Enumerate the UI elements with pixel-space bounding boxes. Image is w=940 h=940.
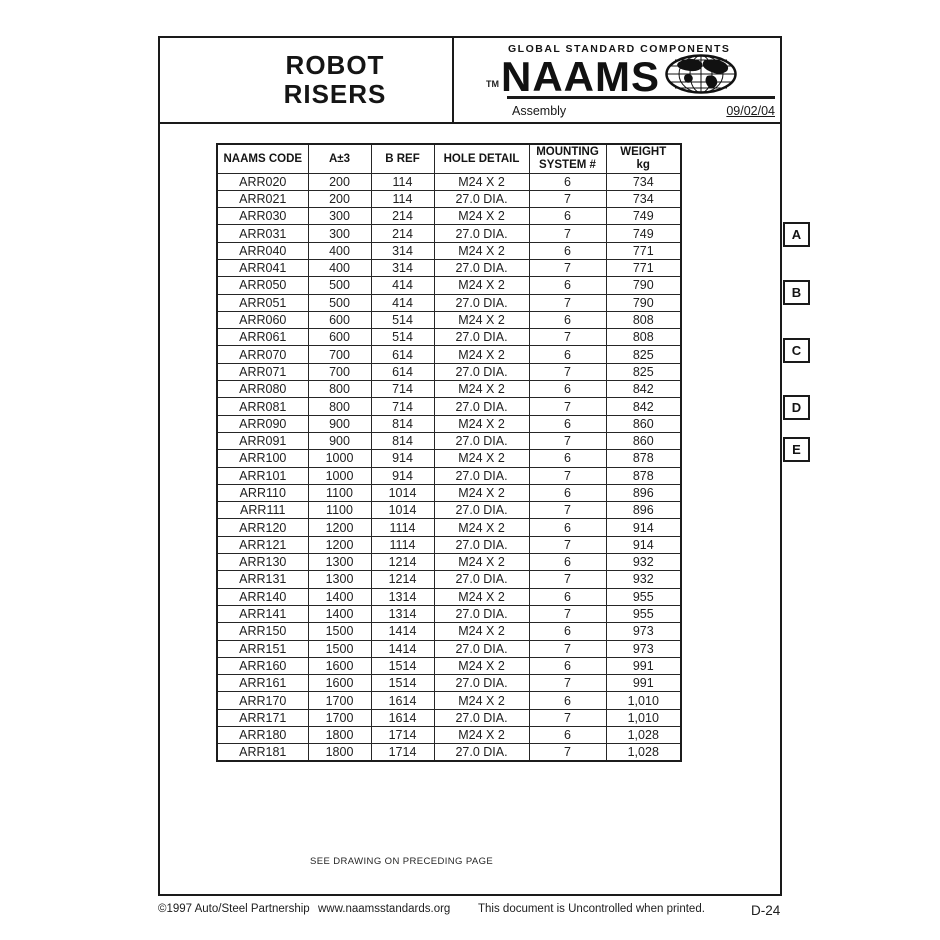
table-cell: 1500 (308, 623, 371, 640)
table-cell: M24 X 2 (434, 173, 529, 190)
table-cell: 1200 (308, 536, 371, 553)
table-cell: ARR130 (217, 554, 308, 571)
table-cell: 7 (529, 432, 606, 449)
table-cell: 790 (606, 277, 681, 294)
table-cell: 878 (606, 450, 681, 467)
table-cell: ARR030 (217, 208, 308, 225)
table-cell: ARR120 (217, 519, 308, 536)
table-cell: 1314 (371, 588, 434, 605)
table-cell: 200 (308, 190, 371, 207)
table-cell: M24 X 2 (434, 450, 529, 467)
table-cell: M24 X 2 (434, 623, 529, 640)
table-cell: 114 (371, 190, 434, 207)
table-cell: 27.0 DIA. (434, 432, 529, 449)
column-header: A±3 (308, 144, 371, 173)
table-cell: 1100 (308, 484, 371, 501)
table-cell: 7 (529, 571, 606, 588)
table-cell: 900 (308, 432, 371, 449)
table-cell: M24 X 2 (434, 311, 529, 328)
table-cell: 991 (606, 657, 681, 674)
table-cell: 6 (529, 484, 606, 501)
table-cell: ARR061 (217, 329, 308, 346)
table-cell: 27.0 DIA. (434, 190, 529, 207)
table-cell: M24 X 2 (434, 415, 529, 432)
table-cell: ARR070 (217, 346, 308, 363)
table-cell: 214 (371, 225, 434, 242)
table-row (217, 536, 681, 553)
table-cell: M24 X 2 (434, 381, 529, 398)
table-cell: ARR160 (217, 657, 308, 674)
table-cell: 790 (606, 294, 681, 311)
table-cell: 27.0 DIA. (434, 225, 529, 242)
table-cell: ARR081 (217, 398, 308, 415)
table-cell: M24 X 2 (434, 346, 529, 363)
table-cell: 1600 (308, 675, 371, 692)
table-cell: ARR180 (217, 727, 308, 744)
table-cell: M24 X 2 (434, 657, 529, 674)
table-cell: 700 (308, 346, 371, 363)
table-cell: 27.0 DIA. (434, 709, 529, 726)
table-row (217, 502, 681, 519)
table-cell: 1514 (371, 657, 434, 674)
table-cell: 600 (308, 329, 371, 346)
table-row (217, 657, 681, 674)
table-cell: 808 (606, 311, 681, 328)
table-cell: 500 (308, 294, 371, 311)
table-row (217, 640, 681, 657)
globe-icon (665, 54, 737, 94)
uncontrolled-notice: This document is Uncontrolled when printed. (478, 903, 705, 915)
table-cell: 1414 (371, 640, 434, 657)
table-cell: ARR121 (217, 536, 308, 553)
table-cell: 991 (606, 675, 681, 692)
table-cell: 1,028 (606, 727, 681, 744)
table-cell: 1800 (308, 744, 371, 762)
table-cell: 1614 (371, 709, 434, 726)
table-row (217, 259, 681, 276)
table-row (217, 588, 681, 605)
table-cell: 614 (371, 346, 434, 363)
table-cell: 800 (308, 398, 371, 415)
table-row (217, 277, 681, 294)
table-cell: 1000 (308, 450, 371, 467)
table-cell: 914 (371, 450, 434, 467)
table-cell: 1314 (371, 605, 434, 622)
column-header: B REF (371, 144, 434, 173)
table-row (217, 415, 681, 432)
table-cell: 955 (606, 605, 681, 622)
table-cell: 825 (606, 346, 681, 363)
table-cell: ARR140 (217, 588, 308, 605)
table-cell: 7 (529, 467, 606, 484)
zone-label-d: D (783, 395, 810, 420)
zone-label-b: B (783, 280, 810, 305)
table-row (217, 467, 681, 484)
table-cell: M24 X 2 (434, 554, 529, 571)
table-cell: 1714 (371, 744, 434, 762)
table-row (217, 311, 681, 328)
table-cell: 7 (529, 744, 606, 762)
table-cell: 749 (606, 225, 681, 242)
table-cell: 400 (308, 259, 371, 276)
table-cell: 7 (529, 605, 606, 622)
table-cell: 614 (371, 363, 434, 380)
table-cell: ARR110 (217, 484, 308, 501)
table-cell: M24 X 2 (434, 208, 529, 225)
table-row (217, 727, 681, 744)
copyright-text: ©1997 Auto/Steel Partnership (158, 903, 310, 915)
table-cell: 27.0 DIA. (434, 571, 529, 588)
table-cell: 1300 (308, 554, 371, 571)
table-cell: ARR060 (217, 311, 308, 328)
table-cell: 955 (606, 588, 681, 605)
table-cell: ARR100 (217, 450, 308, 467)
table-cell: 7 (529, 502, 606, 519)
table-cell: 800 (308, 381, 371, 398)
table-row (217, 173, 681, 190)
table-cell: 860 (606, 432, 681, 449)
table-cell: 7 (529, 225, 606, 242)
title-block (160, 38, 780, 124)
table-cell: 6 (529, 311, 606, 328)
website-url: www.naamsstandards.org (318, 903, 451, 915)
table-row (217, 294, 681, 311)
table-cell: 514 (371, 329, 434, 346)
table-cell: 27.0 DIA. (434, 744, 529, 762)
table-cell: 7 (529, 294, 606, 311)
table-cell: 825 (606, 363, 681, 380)
table-cell: ARR171 (217, 709, 308, 726)
table-cell: 6 (529, 346, 606, 363)
table-cell: 771 (606, 242, 681, 259)
table-cell: 896 (606, 484, 681, 501)
table-row (217, 363, 681, 380)
table-cell: 27.0 DIA. (434, 259, 529, 276)
table-cell: 7 (529, 398, 606, 415)
table-cell: 1700 (308, 692, 371, 709)
table-cell: 932 (606, 571, 681, 588)
table-cell: ARR111 (217, 502, 308, 519)
table-cell: ARR161 (217, 675, 308, 692)
table-cell: 6 (529, 623, 606, 640)
table-cell: 7 (529, 709, 606, 726)
table-row (217, 208, 681, 225)
table-cell: 6 (529, 242, 606, 259)
table-cell: M24 X 2 (434, 692, 529, 709)
table-cell: 400 (308, 242, 371, 259)
table-cell: 314 (371, 259, 434, 276)
zone-label-a: A (783, 222, 810, 247)
table-cell: ARR131 (217, 571, 308, 588)
table-cell: ARR021 (217, 190, 308, 207)
table-cell: 1200 (308, 519, 371, 536)
column-header: NAAMS CODE (217, 144, 308, 173)
table-cell: 27.0 DIA. (434, 294, 529, 311)
table-row (217, 709, 681, 726)
zone-label-e: E (783, 437, 810, 462)
table-cell: 714 (371, 381, 434, 398)
table-row (217, 675, 681, 692)
table-cell: 1400 (308, 605, 371, 622)
page-title (284, 51, 387, 109)
table-cell: 6 (529, 692, 606, 709)
table-cell: 6 (529, 450, 606, 467)
table-cell: 27.0 DIA. (434, 605, 529, 622)
table-cell: 500 (308, 277, 371, 294)
table-cell: 6 (529, 554, 606, 571)
table-cell: 6 (529, 519, 606, 536)
table-cell: 414 (371, 277, 434, 294)
table-cell: 1114 (371, 536, 434, 553)
table-cell: 1800 (308, 727, 371, 744)
table-cell: ARR051 (217, 294, 308, 311)
table-row (217, 381, 681, 398)
table-cell: 1214 (371, 554, 434, 571)
document-sheet (158, 36, 782, 896)
table-cell: 1014 (371, 484, 434, 501)
table-cell: ARR071 (217, 363, 308, 380)
table-cell: 771 (606, 259, 681, 276)
table-cell: ARR090 (217, 415, 308, 432)
table-cell: M24 X 2 (434, 242, 529, 259)
table-cell: 300 (308, 208, 371, 225)
table-cell: 842 (606, 381, 681, 398)
page-number: D-24 (751, 903, 781, 918)
table-cell: 6 (529, 415, 606, 432)
table-cell: 27.0 DIA. (434, 329, 529, 346)
page-title-line2: RISERS (283, 79, 387, 109)
table-cell: 314 (371, 242, 434, 259)
table-row (217, 744, 681, 762)
table-row (217, 484, 681, 501)
table-cell: 27.0 DIA. (434, 640, 529, 657)
table-row (217, 605, 681, 622)
table-cell: 7 (529, 363, 606, 380)
table-row (217, 398, 681, 415)
brand-name: NAAMS (501, 52, 660, 100)
table-cell: ARR141 (217, 605, 308, 622)
table-cell: M24 X 2 (434, 727, 529, 744)
table-row (217, 432, 681, 449)
table-cell: 1500 (308, 640, 371, 657)
table-cell: 1014 (371, 502, 434, 519)
table-cell: 7 (529, 190, 606, 207)
table-cell: 878 (606, 467, 681, 484)
page-title-line1: ROBOT (285, 50, 385, 80)
table-cell: ARR150 (217, 623, 308, 640)
table-cell: M24 X 2 (434, 588, 529, 605)
table-cell: 6 (529, 588, 606, 605)
table-row (217, 554, 681, 571)
table-body (217, 173, 681, 761)
table-row (217, 190, 681, 207)
table-row (217, 571, 681, 588)
table-cell: 7 (529, 640, 606, 657)
table-cell: 27.0 DIA. (434, 536, 529, 553)
table-row (217, 242, 681, 259)
table-cell: 214 (371, 208, 434, 225)
table-cell: ARR040 (217, 242, 308, 259)
table-cell: 114 (371, 173, 434, 190)
table-cell: 6 (529, 277, 606, 294)
table-cell: 27.0 DIA. (434, 675, 529, 692)
table-cell: 1,010 (606, 692, 681, 709)
table-cell: 300 (308, 225, 371, 242)
table-cell: 514 (371, 311, 434, 328)
subheader-row (512, 104, 775, 118)
table-cell: 27.0 DIA. (434, 363, 529, 380)
table-cell: 973 (606, 640, 681, 657)
naams-logo-block (452, 38, 780, 122)
table-cell: ARR020 (217, 173, 308, 190)
table-cell: 1414 (371, 623, 434, 640)
table-cell: 1514 (371, 675, 434, 692)
table-cell: 1114 (371, 519, 434, 536)
table-cell: 6 (529, 381, 606, 398)
table-row (217, 346, 681, 363)
table-row (217, 450, 681, 467)
table-cell: 7 (529, 536, 606, 553)
table-cell: 1100 (308, 502, 371, 519)
column-header: WEIGHT kg (606, 144, 681, 173)
category-label: Assembly (512, 104, 567, 118)
table-cell: 1614 (371, 692, 434, 709)
table-cell: M24 X 2 (434, 277, 529, 294)
table-cell: 734 (606, 190, 681, 207)
table-row (217, 623, 681, 640)
table-cell: 6 (529, 657, 606, 674)
table-header-row (217, 144, 681, 173)
table-cell: 27.0 DIA. (434, 398, 529, 415)
table-cell: 1,010 (606, 709, 681, 726)
column-header: MOUNTING SYSTEM # (529, 144, 606, 173)
table-cell: 914 (371, 467, 434, 484)
table-cell: 734 (606, 173, 681, 190)
table-cell: 973 (606, 623, 681, 640)
table-cell: 842 (606, 398, 681, 415)
table-cell: 914 (606, 519, 681, 536)
trademark-label: TM (486, 79, 499, 89)
table-cell: 814 (371, 415, 434, 432)
table-cell: 749 (606, 208, 681, 225)
table-row (217, 225, 681, 242)
table-cell: 1,028 (606, 744, 681, 762)
riser-spec-table (216, 143, 682, 762)
revision-date: 09/02/04 (726, 104, 775, 118)
table-cell: 1000 (308, 467, 371, 484)
table-cell: 200 (308, 173, 371, 190)
table-cell: 27.0 DIA. (434, 467, 529, 484)
table-cell: 914 (606, 536, 681, 553)
table-cell: ARR080 (217, 381, 308, 398)
table-cell: 1214 (371, 571, 434, 588)
table-cell: 7 (529, 675, 606, 692)
table-cell: ARR091 (217, 432, 308, 449)
table-cell: ARR101 (217, 467, 308, 484)
table-cell: 1714 (371, 727, 434, 744)
table-cell: 932 (606, 554, 681, 571)
table-cell: M24 X 2 (434, 484, 529, 501)
zone-label-c: C (783, 338, 810, 363)
table-cell: 1600 (308, 657, 371, 674)
table-cell: 6 (529, 727, 606, 744)
table-cell: 27.0 DIA. (434, 502, 529, 519)
title-cell (160, 38, 452, 122)
table-cell: 7 (529, 259, 606, 276)
table-cell: ARR170 (217, 692, 308, 709)
table-cell: 814 (371, 432, 434, 449)
table-cell: ARR041 (217, 259, 308, 276)
table-cell: 808 (606, 329, 681, 346)
table-cell: 1300 (308, 571, 371, 588)
table-cell: 1400 (308, 588, 371, 605)
table-cell: ARR050 (217, 277, 308, 294)
table-cell: 860 (606, 415, 681, 432)
logo-tagline: GLOBAL STANDARD COMPONENTS (508, 43, 731, 55)
table-cell: 414 (371, 294, 434, 311)
logo-brand-row (486, 52, 780, 100)
table-cell: ARR151 (217, 640, 308, 657)
table-cell: 6 (529, 208, 606, 225)
table-cell: ARR031 (217, 225, 308, 242)
table-cell: 7 (529, 329, 606, 346)
table-cell: 6 (529, 173, 606, 190)
table-cell: 700 (308, 363, 371, 380)
table-cell: 600 (308, 311, 371, 328)
column-header: HOLE DETAIL (434, 144, 529, 173)
table-row (217, 519, 681, 536)
table-row (217, 329, 681, 346)
table-row (217, 692, 681, 709)
table-cell: 1700 (308, 709, 371, 726)
table-cell: 714 (371, 398, 434, 415)
table-cell: M24 X 2 (434, 519, 529, 536)
table-cell: ARR181 (217, 744, 308, 762)
table-cell: 896 (606, 502, 681, 519)
table-cell: 900 (308, 415, 371, 432)
see-drawing-note: SEE DRAWING ON PRECEDING PAGE (310, 856, 494, 867)
